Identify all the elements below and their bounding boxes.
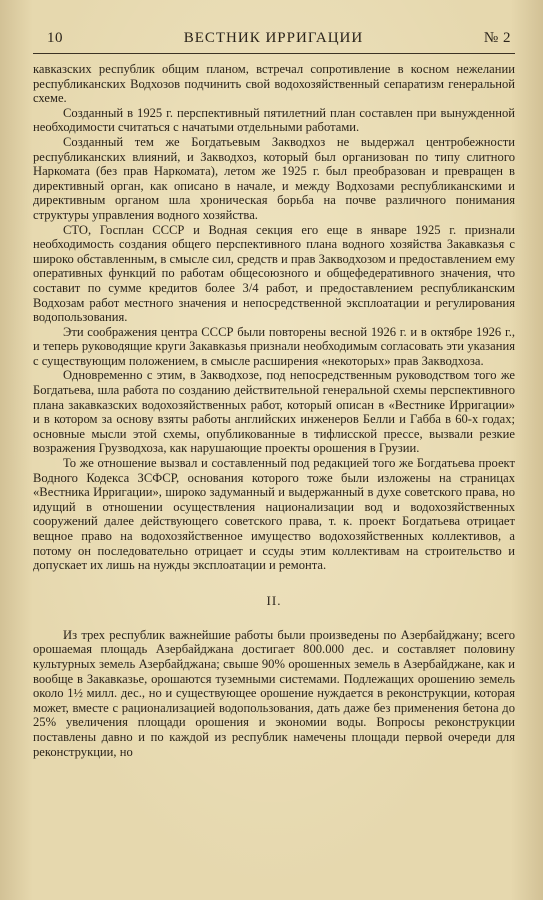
page-number: 10 — [47, 30, 63, 46]
paragraph: СТО, Госплан СССР и Водная секция его еще в январе 1925 г. признали необходимость создания общего перспективного плана водного хозяйства Закавказья с широко обставленным, в смысле сил, средств и прав Закводхозом и предоставлением ему оперативных функций по работам общесоюзного и общефедеративного значения, что составит по сумме кредитов более 3/4 работ, и предоставлением республиканским Водхозам работ местного значения и непосредственной эксплоатации и регулирования водопользования. — [33, 222, 515, 325]
journal-title: ВЕСТНИК ИРРИГАЦИИ — [183, 30, 364, 46]
paragraph: Из трех республик важнейшие работы были произведены по Азербайджану; всего орошаемая площадь Азербайджана достигает 800.000 дес. и составляет половину культурных земель Азербайджана; свыше 90% орошенных земель в Азербайджане, как и вообще в Закавказье, орошаются туземными системами. Подлежащих орошению земель около 1½ милл. дес., но и существующее орошение нуждается в реконструкции, которая может, вместе с рационализацией водопользования, дать даже без применения бетона до 25% увеличения площади орошения и экономии воды. Вопросы реконструкции поставлены давно и по каждой из республик намечены площади первой очереди для реконструкции, но — [33, 627, 515, 759]
paragraph: Одновременно с этим, в Закводхозе, под непосредственным руководством того же Богдатьева, шла работа по созданию действительной генеральной схемы перспективного плана закавказских водохозяйственных работ, который описан в «Вестнике Ирригации» и в котором за основу взяты работы английских инженеров Белли и Габба в 60-х годах; основные мысли этой схемы, опубликованные в тифлисской прессе, вызвали резкие возражения Грузводхоза, как нарушающие проекты орошения в Грузии. — [33, 368, 515, 456]
body-text — [33, 62, 515, 759]
paragraph: кавказских республик общим планом, встречал сопротивление в косном нежелании республиканских Водхозов подчинить свой водохозяйственный сепаратизм генеральной схеме. — [33, 62, 515, 106]
issue-number: № 2 — [483, 30, 511, 46]
paragraph: Эти соображения центра СССР были повторены весной 1926 г. и в октябре 1926 г., и теперь руководящие круги Закавказья признали необходимым согласовать эти указания с существующим положением, в смысле расширения «некоторых» прав Закводхоза. — [33, 324, 515, 368]
page-header — [47, 30, 511, 52]
paragraph: Созданный тем же Богдатьевым Закводхоз не выдержал центробежности республиканских влияний, и Закводхоз, который был организован по типу слитного Наркомата (без прав Наркомата), летом же 1925 г. был преобразован и превращен в директивный орган, как описано в начале, и между Водхозами республиканскими и директивным органом шла хроническая борьба на почве различного понимания структуры управления водного хозяйства. — [33, 134, 515, 222]
header-rule — [33, 53, 515, 54]
paragraph: Созданный в 1925 г. перспективный пятилетний план составлен при вынужденной необходимости считаться с начатыми отдельными работами. — [33, 105, 515, 135]
paragraph: То же отношение вызвал и составленный под редакцией того же Богдатьева проект Водного Кодекса ЗСФСР, основания которого тоже были изложены на страницах «Вестника Ирригации», широко задуманный и выдержанный в духе советского права, но идущий в отношении осуществления национализации вод и водохозяйственных сооружений далее действующего советского права, т. к. проект Богдатьева отрицает вещное право на водохозяйственное имущество водохозяйственных коллективов, а потому он последовательно отрицает и ссуды этим коллективам на строительство и допускает их лишь на нужды эксплоатации и ремонта. — [33, 456, 515, 573]
section-number: II. — [266, 592, 282, 608]
